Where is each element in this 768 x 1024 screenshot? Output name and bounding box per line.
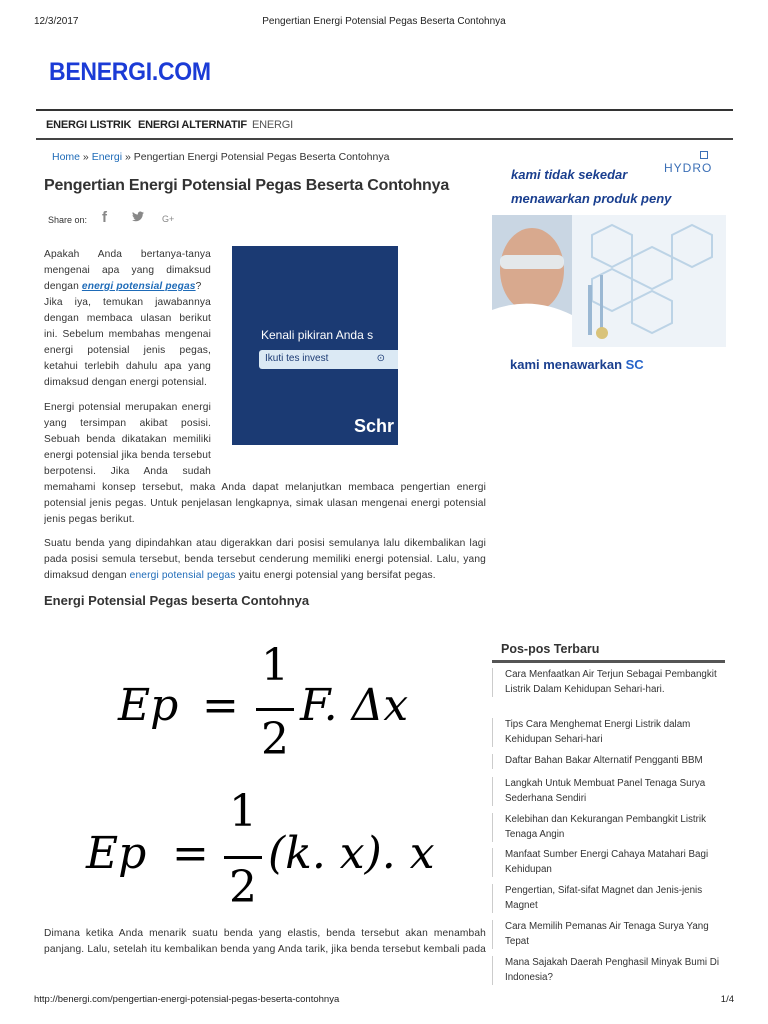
formula-rhs: F. Δx [300,680,409,731]
text-line: panjang. Lalu, setelah itu kembalikan benda yang Anda tarik, jika benda tersebut kembali pada [44,944,486,955]
ad-banner-hydro[interactable] [492,151,726,381]
ad-lab-image [492,215,726,347]
recent-post-link[interactable]: Manfaat Sumber Energi Cahaya Matahari Bagi Kehidupan [492,848,725,877]
text-line: Energi potensial merupakan energi [44,402,211,413]
formula-lhs: Ep [86,828,147,879]
nav-item-energi-alternatif[interactable]: ENERGI ALTERNATIF [138,119,247,131]
ad-bottom-text [510,357,644,372]
text-line: dengan membaca ulasan berikut [44,313,211,324]
ad-brand: Schr [354,416,395,436]
google-plus-icon[interactable]: G+ [162,214,175,224]
text-line: Sebuah benda dikatakan memiliki [44,434,211,445]
text-line: ketahui terlebih dahulu apa yang [44,361,211,372]
text-fragment: ? [195,281,202,292]
text-line: Dimana ketika Anda menarik suatu benda yang elastis, benda tersebut akan menambah [44,928,486,939]
recent-post-link[interactable]: Mana Sajakah Daerah Penghasil Minyak Bumi Di Indonesia? [492,956,725,985]
breadcrumb-separator: » [80,151,92,163]
text-line: energi potensial jika benda tersebut [44,450,211,461]
text-line: Suatu benda yang dipindahkan atau digerakkan dari posisi semulanya lalu dikembalikan lagi [44,538,486,549]
nav-item-energi[interactable]: ENERGI [252,119,293,131]
formula-equals: = [172,828,209,879]
recent-post-link[interactable]: Cara Menfaatkan Air Terjun Sebagai Pembangkit Listrik Dalam Kehidupan Sehari-hari. [492,668,725,697]
inline-link-energi-potensial-pegas-2[interactable]: energi potensial pegas [129,570,236,581]
main-nav [36,109,733,140]
text-line: ini. Sebelum membahas mengenai [44,329,211,340]
paragraph-3 [44,536,486,584]
formula-lhs: Ep [118,680,179,731]
section-heading: Energi Potensial Pegas beserta Contohnya [44,593,310,608]
nav-item-energi-listrik[interactable]: ENERGI LISTRIK [46,119,132,131]
facebook-icon[interactable]: f [102,209,107,226]
ad-text: Kenali pikiran Anda s [261,328,374,342]
text-line: Jika iya, temukan jawabannya [44,297,211,308]
ad-bottom-label: kami menawarkan [510,357,626,372]
text-line: energi potensial jenis pegas, [44,345,211,356]
text-fragment: dengan [44,281,82,292]
ad-bottom-accent: SC [625,357,644,372]
fraction-bar [256,708,294,711]
formula-equals: = [202,680,239,731]
text-line: berpotensi. Jika Anda sudah [44,466,211,477]
ad-button[interactable] [259,350,398,369]
hydro-logo [664,151,714,191]
text-line: jenis pegas berikut. [44,514,135,525]
breadcrumb-current: Pengertian Energi Potensial Pegas Beserta Contohnya [133,151,390,163]
recent-post-link[interactable]: Langkah Untuk Membuat Panel Tenaga Surya Sederhana Sendiri [492,777,725,806]
arrow-right-icon: ⊙ [376,353,385,364]
page-title: Pengertian Energi Potensial Pegas Beserta Contohnya [44,177,450,194]
text-fragment: yaitu energi potensial yang bersifat pegas. [235,570,436,581]
text-line: yang tersimpan akibat posisi. [44,418,211,429]
recent-post-link[interactable]: Tips Cara Menghemat Energi Listrik dalam Kehidupan Sehari-hari [492,718,725,747]
recent-post-link[interactable]: Daftar Bahan Bakar Alternatif Pengganti BBM [492,754,725,769]
fraction-numerator: 1 [261,640,289,691]
recent-post-link[interactable]: Kelebihan dan Kekurangan Pembangkit Listrik Tenaga Angin [492,813,725,842]
hydro-brand: HYDRO [664,161,713,175]
formula-fraction [256,640,294,770]
text-line: Apakah Anda bertanya-tanya [44,249,211,260]
fraction-denominator: 2 [261,714,289,765]
breadcrumb-energi[interactable]: Energi [91,151,123,163]
print-footer [34,994,734,1008]
breadcrumb [52,151,389,163]
text-line: pada posisi semula tersebut, benda tersebut cenderung memiliki energi potensial. Lalu, yang [44,554,486,565]
formula-rhs: (k. x). x [268,828,435,879]
formula-fraction [224,786,262,920]
text-line [44,279,211,295]
recent-post-link[interactable]: Pengertian, Sifat-sifat Magnet dan Jenis-jenis Magnet [492,884,725,913]
inline-link-energi-potensial-pegas[interactable]: energi potensial pegas [81,281,196,292]
print-page-number: 1/4 [720,994,734,1005]
share-label: Share on: [48,215,88,225]
text-line: memahami konsep tersebut, maka Anda dapat melanjutkan membaca pengertian energi [44,482,486,493]
paragraph-4 [44,926,486,958]
fraction-bar [224,856,262,859]
print-title: Pengertian Energi Potensial Pegas Beserta Contohnya [262,16,506,27]
text-line: dimaksud dengan energi potensial. [44,377,207,388]
twitter-icon[interactable] [132,211,144,223]
formula-2 [86,786,466,920]
ad-button-label: Ikuti tes invest [265,353,329,364]
sidebar-heading-label: Pos-pos Terbaru [501,642,600,656]
hydro-emblem-icon [700,151,708,159]
print-url: http://benergi.com/pengertian-energi-potensial-pegas-beserta-contohnya [34,994,340,1005]
print-date: 12/3/2017 [34,16,79,27]
site-logo[interactable]: BENERGI.COM [49,58,211,86]
paragraph-1 [44,247,211,391]
formula-1 [118,640,428,770]
text-line: mengenai apa yang dimaksud [44,265,211,276]
fraction-denominator: 2 [229,862,257,913]
print-header [34,16,734,30]
sidebar-heading [492,640,725,663]
ad-line-2: menawarkan produk peny [511,191,672,206]
breadcrumb-home[interactable]: Home [52,151,81,163]
breadcrumb-separator: » [122,151,134,163]
fraction-numerator: 1 [229,786,257,837]
text-fragment: dimaksud dengan [44,570,130,581]
text-line: potensial jenis pegas. Untuk penjelasan lengkapnya, simak ulasan mengenai energi potensial [44,498,486,509]
text-line [44,568,486,584]
paragraph-2 [44,400,486,528]
recent-post-link[interactable]: Cara Memilih Pemanas Air Tenaga Surya Yang Tepat [492,920,725,949]
ad-line-1: kami tidak sekedar [511,167,628,182]
